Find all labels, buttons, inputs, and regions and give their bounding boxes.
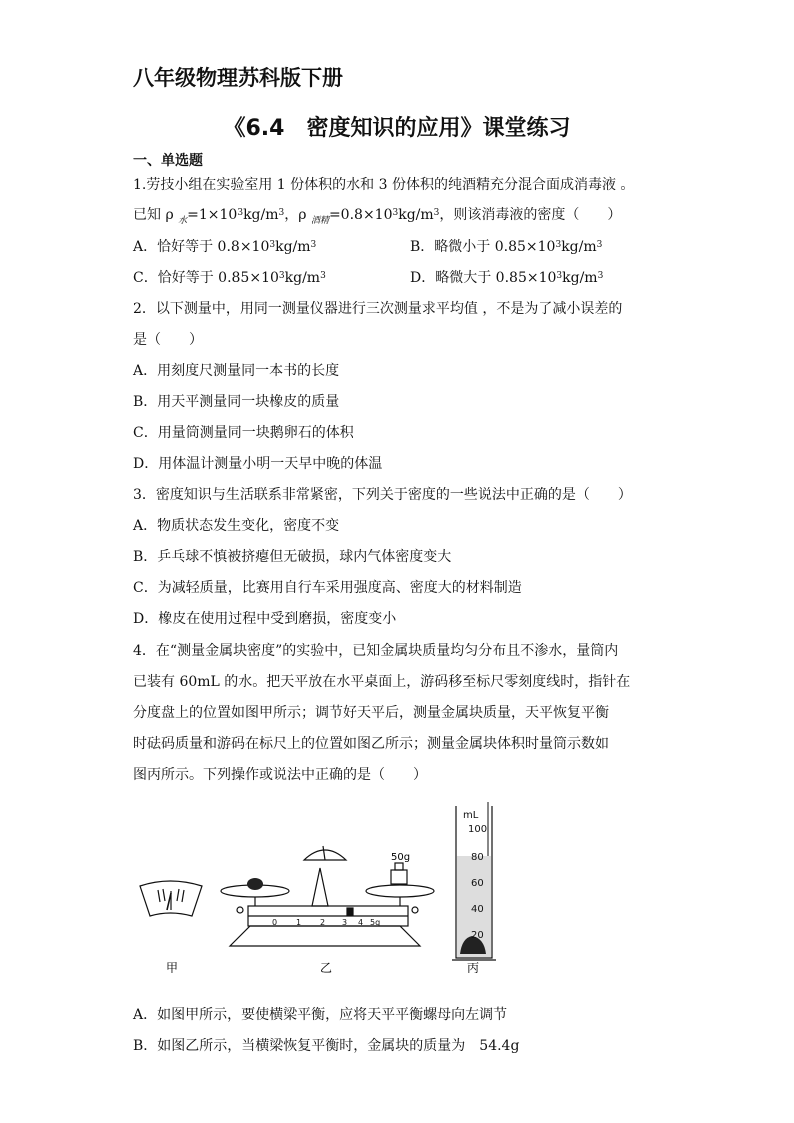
q4-option-a: A．如图甲所示，要使横梁平衡，应将天平平衡螺母向左调节 — [133, 1007, 508, 1023]
q4-line3: 分度盘上的位置如图甲所示；调节好天平后，测量金属块质量，天平恢复平衡 — [133, 705, 609, 721]
q2-option-d: D．用体温计测量小明一天早中晚的体温 — [133, 456, 383, 472]
q4-option-b: B．如图乙所示，当横梁恢复平衡时，金属块的质量为 54.4g — [133, 1038, 520, 1054]
q2-option-a: A．用刻度尺测量同一本书的长度 — [133, 363, 340, 379]
scale-tick: 4 — [358, 918, 364, 927]
metal-block — [247, 878, 263, 890]
document-title: 《6.4 密度知识的应用》课堂练习 — [223, 116, 571, 141]
figure-label-yi: 乙 — [320, 961, 333, 973]
scale-tick: 1 — [296, 918, 302, 927]
q2-option-b: B．用天平测量同一块橡皮的质量 — [133, 394, 340, 410]
q2-line1: 2．以下测量中，用同一测量仪器进行三次测量求平均值 ，不是为了减小误差的 — [133, 301, 623, 317]
q1-line1: 1.劳技小组在实验室用 1 份体积的水和 3 份体积的纯酒精充分混合面成消毒液 。 — [133, 177, 635, 193]
scale-tick: 5g — [370, 918, 381, 927]
q1-option-a: A．恰好等于 $0.8\times 10^3kg/m^3$ — [133, 239, 317, 255]
cylinder-tick: 40 — [471, 904, 484, 915]
scale-tick: 3 — [342, 918, 348, 927]
q1-line2: 已知 ρ $_水=1\times 10^3kg/m^3$，ρ $_{酒精}=0.8\times 10^3kg/m^3$，则该消毒液的密度（ ） — [133, 207, 622, 226]
weight-label: 50g — [391, 852, 411, 863]
cylinder-tick: 60 — [471, 878, 484, 889]
cylinder-unit: mL — [463, 810, 479, 821]
cylinder-tick: 80 — [471, 852, 484, 863]
q4-line2: 已装有 60mL 的水。把天平放在水平桌面上，游码移至标尺零刻度线时，指针在 — [133, 674, 631, 690]
q4-line4: 时砝码质量和游码在标尺上的位置如图乙所示；测量金属块体积时量筒示数如 — [133, 736, 609, 752]
q1-option-c: C．恰好等于 $0.85\times 10^3kg/m^3$ — [133, 270, 326, 286]
scale-tick: 2 — [320, 918, 326, 927]
q1-option-b: B．略微小于 $0.85\times 10^3kg/m^3$ — [410, 239, 603, 255]
experiment-figure — [130, 798, 510, 973]
cylinder-tick: 100 — [468, 824, 488, 835]
q2-line2: 是（ ） — [133, 332, 203, 348]
cylinder-tick: 20 — [471, 930, 484, 941]
q3-line1: 3．密度知识与生活联系非常紧密，下列关于密度的一些说法中正确的是（ ） — [133, 487, 632, 503]
dial-plate-icon — [140, 881, 202, 916]
section-heading: 一、单选题 — [133, 153, 203, 169]
figure-label-jia: 甲 — [166, 961, 179, 973]
q3-option-b: B．乒乓球不慎被挤瘪但无破损，球内气体密度变大 — [133, 549, 452, 565]
q3-option-d: D．橡皮在使用过程中受到磨损，密度变小 — [133, 611, 397, 627]
q3-option-c: C．为减轻质量，比赛用自行车采用强度高、密度大的材料制造 — [133, 580, 522, 596]
q4-line1: 4．在“测量金属块密度”的实验中，已知金属块质量均匀分布且不渗水，量筒内 — [133, 643, 619, 659]
scale-tick: 0 — [272, 918, 278, 927]
q2-option-c: C．用量筒测量同一块鹅卵石的体积 — [133, 425, 354, 441]
q4-line5: 图丙所示。下列操作或说法中正确的是（ ） — [133, 767, 427, 783]
figure-label-bing: 丙 — [467, 961, 480, 973]
q1-option-d: D．略微大于 $0.85\times 10^3kg/m^3$ — [410, 270, 604, 286]
document-header: 八年级物理苏科版下册 — [133, 66, 343, 90]
q3-option-a: A．物质状态发生变化，密度不变 — [133, 518, 340, 534]
